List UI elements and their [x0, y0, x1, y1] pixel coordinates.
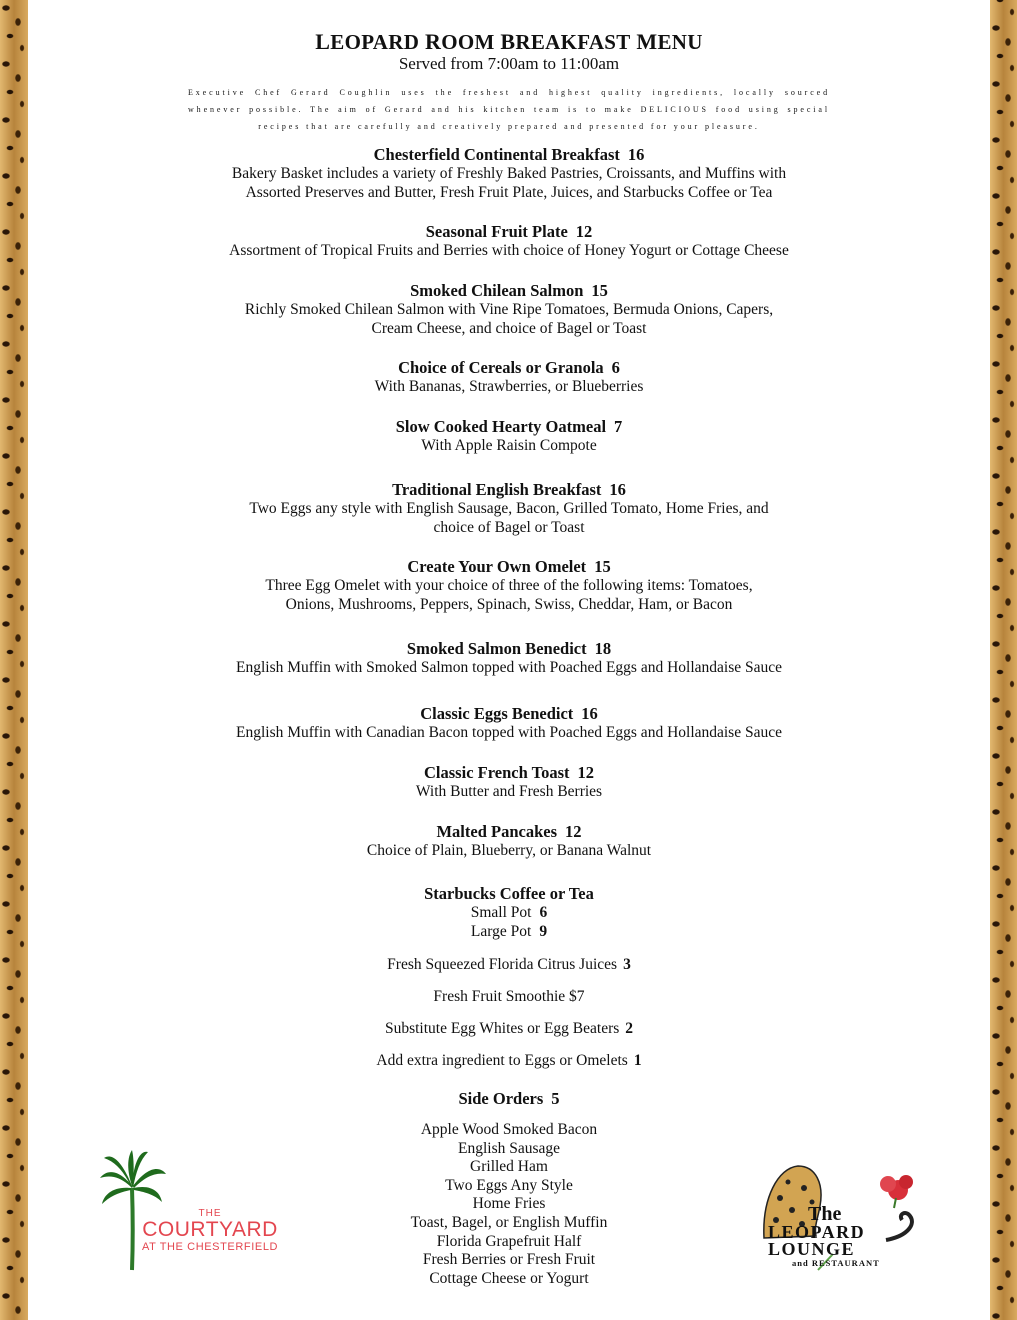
- item-price: 15: [591, 281, 608, 300]
- menu-item: [28, 763, 990, 801]
- sides-heading: Side Orders 5: [458, 1089, 560, 1108]
- courtyard-sub: AT THE CHESTERFIELD: [142, 1241, 279, 1253]
- item-desc: With Apple Raisin Compote: [421, 437, 597, 454]
- leopard-border-right: [990, 0, 1017, 1320]
- leopard-the: The: [808, 1203, 842, 1225]
- item-price: 18: [594, 639, 612, 658]
- menu-page: [28, 0, 990, 1320]
- item-desc: Two Eggs any style with English Sausage, Bacon, Grilled Tomato, Home Fries, and: [249, 500, 769, 517]
- item-desc: Onions, Mushrooms, Peppers, Spinach, Swiss, Cheddar, Ham, or Bacon: [285, 596, 733, 613]
- side-item: Grilled Ham: [470, 1158, 548, 1176]
- item-price: 12: [577, 763, 594, 782]
- leopard-name-1: LEOPARD: [768, 1222, 866, 1242]
- side-item: Home Fries: [472, 1195, 546, 1213]
- extra-item: Fresh Squeezed Florida Citrus Juices 3: [387, 956, 631, 973]
- item-desc: choice of Bagel or Toast: [433, 519, 585, 536]
- leopard-name-2: LOUNGE: [768, 1239, 856, 1259]
- side-item: Two Eggs Any Style: [445, 1176, 573, 1194]
- menu-item: [28, 480, 990, 537]
- side-item: Apple Wood Smoked Bacon: [420, 1121, 598, 1138]
- item-name: Create Your Own Omelet: [407, 557, 587, 576]
- item-price: 16: [609, 480, 626, 499]
- menu-item: [28, 639, 990, 677]
- coffee-large: Large Pot 9: [470, 923, 548, 940]
- item-price: 6: [611, 358, 620, 377]
- side-item: Florida Grapefruit Half: [436, 1232, 582, 1250]
- courtyard-logo: [98, 1148, 298, 1278]
- item-desc: Richly Smoked Chilean Salmon with Vine Ripe Tomatoes, Bermuda Onions, Capers,: [244, 301, 774, 318]
- menu-title: LEOPARD ROOM BREAKFAST MENU: [315, 29, 703, 54]
- item-name: Seasonal Fruit Plate: [425, 222, 568, 241]
- menu-item: [28, 145, 990, 202]
- menu-item: [28, 417, 990, 455]
- item-price: 16: [627, 145, 645, 164]
- coffee-heading: Starbucks Coffee or Tea: [424, 884, 594, 903]
- menu-item: [28, 222, 990, 260]
- served-hours: Served from 7:00am to 11:00am: [398, 54, 620, 73]
- courtyard-name: COURTYARD: [142, 1218, 278, 1241]
- item-desc: With Butter and Fresh Berries: [415, 783, 603, 800]
- item-name: Traditional English Breakfast: [392, 480, 602, 499]
- menu-item: [28, 281, 990, 338]
- chef-intro: Executive Chef Gerard Coughlin uses the freshest and highest quality ingredients, locally sourced whenever possible. The aim of Gerard and his kitchen team is to make DELICIOUS food using special recipes that are carefully and creatively prepared and presented for your pleasure.: [188, 88, 830, 131]
- item-name: Classic French Toast: [424, 763, 570, 782]
- item-price: 12: [575, 222, 593, 241]
- menu-item: [28, 557, 990, 614]
- item-price: 12: [565, 822, 582, 841]
- menu-item: [28, 704, 990, 742]
- side-item: Toast, Bagel, or English Muffin: [410, 1213, 608, 1231]
- item-name: Slow Cooked Hearty Oatmeal: [395, 417, 607, 436]
- item-desc: Assorted Preserves and Butter, Fresh Fruit Plate, Juices, and Starbucks Coffee or Tea: [245, 184, 773, 201]
- courtyard-the: THE: [198, 1208, 222, 1219]
- item-name: Classic Eggs Benedict: [420, 704, 574, 723]
- side-item: Fresh Berries or Fresh Fruit: [422, 1251, 596, 1269]
- item-name: Malted Pancakes: [436, 822, 558, 841]
- item-name: Chesterfield Continental Breakfast: [373, 145, 620, 164]
- item-desc: Bakery Basket includes a variety of Freshly Baked Pastries, Croissants, and Muffins with: [231, 165, 787, 182]
- item-desc: English Muffin with Smoked Salmon topped with Poached Eggs and Hollandaise Sauce: [235, 659, 783, 676]
- extra-item: Add extra ingredient to Eggs or Omelets 1: [376, 1052, 642, 1069]
- item-name: Smoked Salmon Benedict: [406, 639, 587, 658]
- item-desc: With Bananas, Strawberries, or Blueberries: [374, 378, 644, 395]
- item-desc: Assortment of Tropical Fruits and Berries with choice of Honey Yogurt or Cottage Cheese: [229, 242, 789, 259]
- item-price: 15: [594, 557, 611, 576]
- item-desc: Cream Cheese, and choice of Bagel or Toast: [371, 320, 647, 337]
- extra-item: Fresh Fruit Smoothie $7: [433, 988, 585, 1005]
- menu-item: [28, 358, 990, 396]
- item-desc: Three Egg Omelet with your choice of three of the following items: Tomatoes,: [265, 577, 753, 594]
- item-price: 16: [581, 704, 598, 723]
- leopard-sub: and RESTAURANT: [792, 1258, 880, 1268]
- extra-item: Substitute Egg Whites or Egg Beaters 2: [384, 1020, 634, 1037]
- item-desc: English Muffin with Canadian Bacon topped with Poached Eggs and Hollandaise Sauce: [236, 724, 782, 741]
- item-name: Smoked Chilean Salmon: [410, 281, 584, 300]
- carnation-icon: [880, 1175, 913, 1208]
- menu-item: [28, 822, 990, 860]
- item-name: Choice of Cereals or Granola: [398, 358, 604, 377]
- coffee-section: [28, 884, 990, 941]
- side-item: English Sausage: [457, 1139, 561, 1157]
- side-item: Cottage Cheese or Yogurt: [429, 1269, 589, 1287]
- leopard-lounge-logo: [758, 1158, 928, 1288]
- coffee-small: Small Pot 6: [470, 904, 548, 921]
- item-price: 7: [614, 417, 623, 436]
- item-desc: Choice of Plain, Blueberry, or Banana Walnut: [366, 842, 652, 859]
- leopard-border-left: [0, 0, 28, 1320]
